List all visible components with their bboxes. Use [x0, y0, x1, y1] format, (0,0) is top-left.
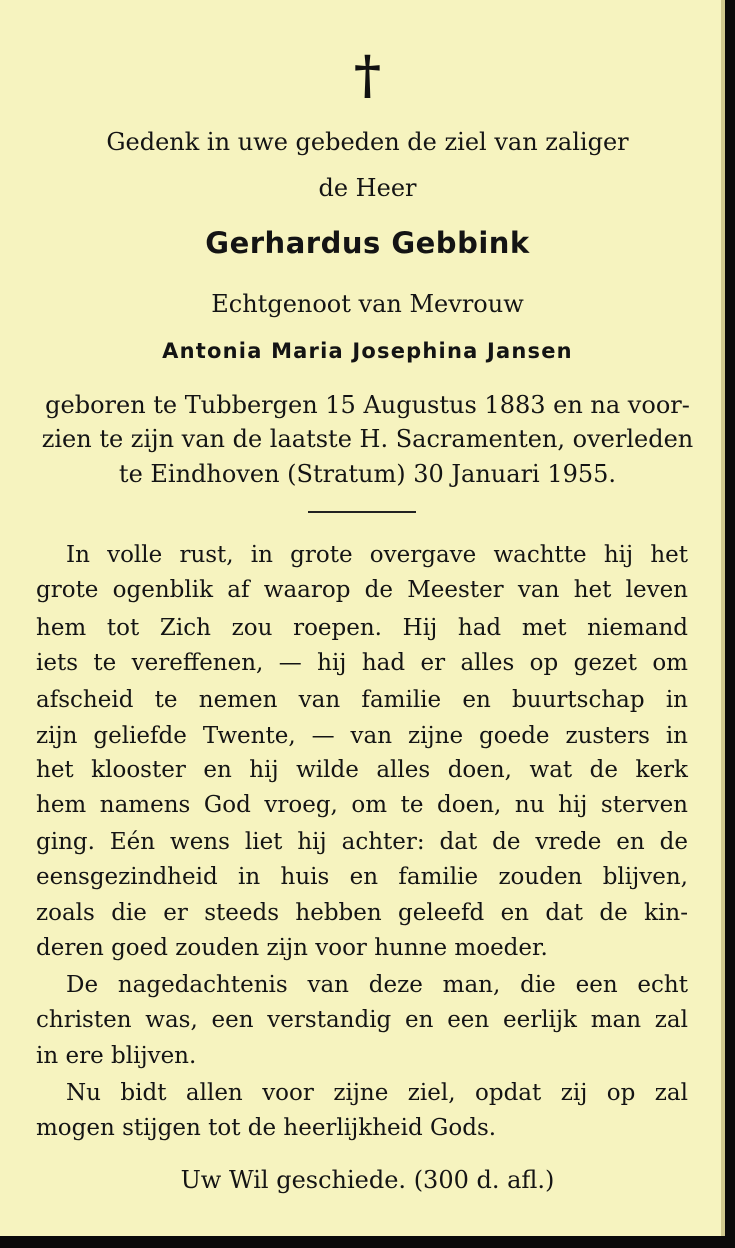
dates-line: zien te zijn van de laatste H. Sacramenten, overleden	[41, 425, 694, 453]
spouse-name: Antonia Maria Josephina Jansen	[162, 339, 573, 363]
paragraph-line: iets te vereffenen, — hij had er alles op gezet om	[36, 650, 688, 676]
dates-line: geboren te Tubbergen 15 Augustus 1883 en na voor-	[45, 391, 690, 419]
paragraph-line: in ere blijven.	[36, 1043, 197, 1069]
divider	[308, 511, 416, 513]
paragraph-line: christen was, een verstandig en een eerlijk man zal	[36, 1007, 688, 1033]
dates-line: te Eindhoven (Stratum) 30 Januari 1955.	[118, 460, 617, 488]
cross-icon: †	[353, 45, 382, 106]
paragraph-line: het klooster en hij wilde alles doen, wat de kerk	[36, 757, 688, 783]
spouse-intro: Echtgenoot van Mevrouw	[211, 290, 524, 318]
deceased-name: Gerhardus Gebbink	[205, 226, 530, 260]
paragraph-line: eensgezindheid in huis en familie zouden blijven,	[36, 864, 688, 890]
paragraph-line: ging. Eén wens liet hij achter: dat de vrede en de	[36, 829, 688, 855]
paragraph-line: zijn geliefde Twente, — van zijne goede zusters in	[36, 723, 688, 749]
paragraph-line: zoals die er steeds hebben geleefd en dat de kin-	[36, 900, 688, 926]
paragraph-line: Nu bidt allen voor zijne ziel, opdat zij op zal	[66, 1080, 688, 1106]
intro-line-title: de Heer	[318, 174, 417, 202]
paragraph-line: De nagedachtenis van deze man, die een echt	[66, 972, 688, 998]
paragraph-line: mogen stijgen tot de heerlijkheid Gods.	[36, 1115, 497, 1141]
paragraph-line: hem namens God vroeg, om te doen, nu hij sterven	[36, 792, 688, 818]
paragraph-line: afscheid te nemen van familie en buurtschap in	[36, 687, 688, 713]
intro-line: Gedenk in uwe gebeden de ziel van zaliger	[106, 128, 629, 156]
paragraph-line: deren goed zouden zijn voor hunne moeder.	[36, 935, 548, 961]
closing-line: Uw Wil geschiede. (300 d. afl.)	[180, 1166, 555, 1194]
paragraph-line: In volle rust, in grote overgave wachtte hij het	[66, 542, 688, 568]
paragraph-line: hem tot Zich zou roepen. Hij had met niemand	[36, 615, 688, 641]
paragraph-line: grote ogenblik af waarop de Meester van het leven	[36, 577, 688, 603]
